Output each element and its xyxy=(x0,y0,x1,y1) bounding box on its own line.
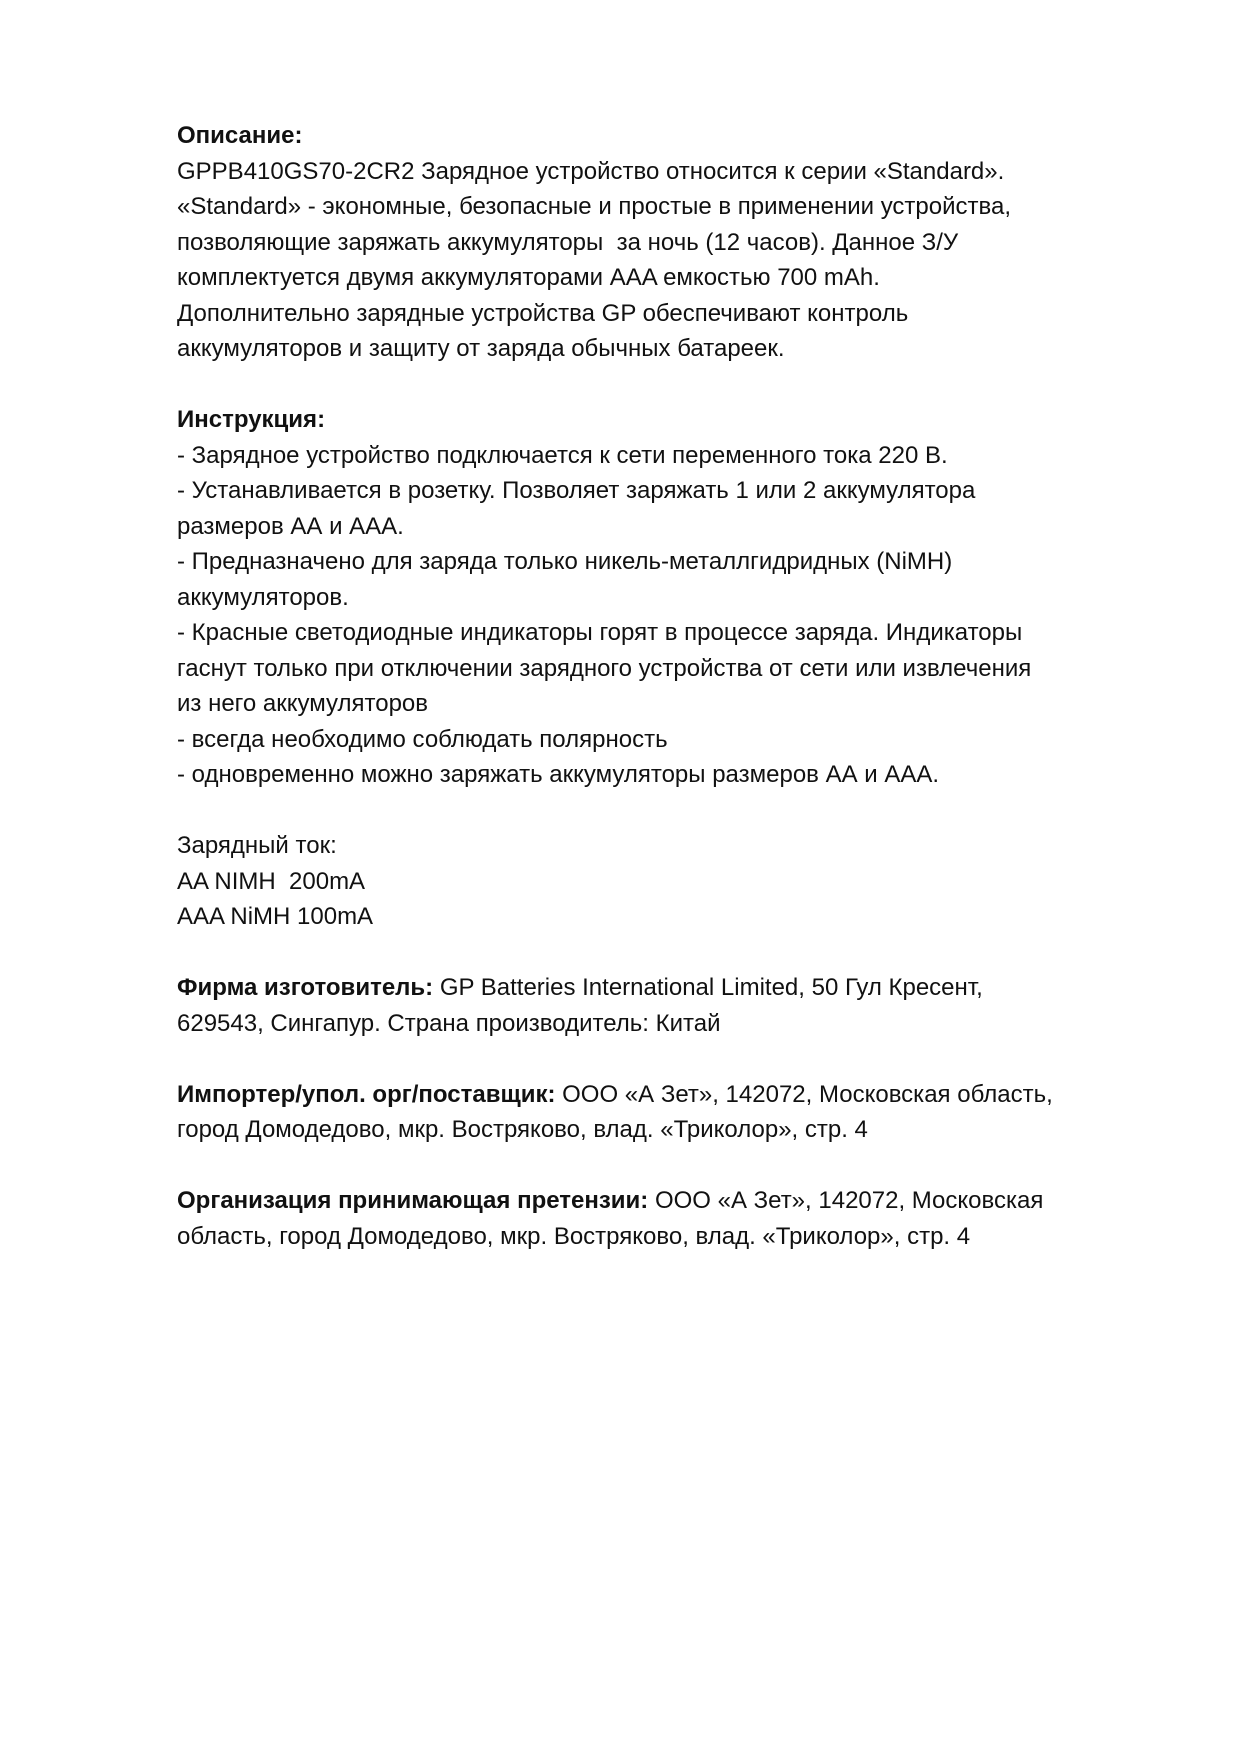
instructions-section xyxy=(177,402,1157,793)
manufacturer-line-2: 629543, Сингапур. Страна производитель: Китай xyxy=(177,1009,721,1037)
instruction-line: - Устанавливается в розетку. Позволяет заряжать 1 или 2 аккумулятора xyxy=(177,477,976,504)
instruction-line: аккумуляторов. xyxy=(177,583,349,611)
description-line: комплектуется двумя аккумуляторами AAA емкостью 700 mAh. xyxy=(177,264,880,291)
importer-section xyxy=(177,1077,1157,1148)
instruction-line: - Красные светодиодные индикаторы горят в процессе заряда. Индикаторы xyxy=(177,619,1023,646)
instruction-line: гаснут только при отключении зарядного устройства от сети или извлечения xyxy=(177,654,1032,682)
instruction-line: - одновременно можно заряжать аккумуляторы размеров АА и ААА. xyxy=(177,761,940,788)
claims-org-section xyxy=(177,1183,1157,1254)
description-heading: Описание: xyxy=(177,122,303,149)
claims-org-line-1 xyxy=(177,1183,1157,1219)
description-line: аккумуляторов и защиту от заряда обычных батареек. xyxy=(177,335,785,362)
description-line: GPPB410GS70-2CR2 Зарядное устройство относится к серии «Standard». xyxy=(177,157,1005,185)
importer-text: ООО «А Зет», 142072, Московская область, xyxy=(555,1080,1053,1108)
charge-current-section xyxy=(177,828,1157,935)
manufacturer-line-1 xyxy=(177,970,1157,1006)
manufacturer-text: GP Batteries International Limited, 50 Гул Кресент, xyxy=(433,974,983,1001)
charge-current-line: AA NIMH 200mA xyxy=(177,867,366,895)
description-line: «Standard» - экономные, безопасные и простые в применении устройства, xyxy=(177,193,1012,220)
importer-line-2: город Домодедово, мкр. Востряково, влад. «Триколор», стр. 4 xyxy=(177,1116,868,1143)
description-section xyxy=(177,118,1157,367)
instruction-line: - Зарядное устройство подключается к сети переменного тока 220 В. xyxy=(177,441,948,469)
instructions-heading: Инструкция: xyxy=(177,406,326,433)
charge-current-title: Зарядный ток: xyxy=(177,832,337,859)
instruction-line: - всегда необходимо соблюдать полярность xyxy=(177,725,668,753)
importer-line-1 xyxy=(177,1077,1157,1113)
manufacturer-section xyxy=(177,970,1157,1041)
description-line: позволяющие заряжать аккумуляторы за ночь (12 часов). Данное З/У xyxy=(177,228,959,256)
instruction-line: - Предназначено для заряда только никель-металлгидридных (NiMH) xyxy=(177,548,953,575)
instruction-line: из него аккумуляторов xyxy=(177,690,429,717)
description-line: Дополнительно зарядные устройства GP обеспечивают контроль xyxy=(177,299,909,327)
charge-current-line: AAA NiMH 100mA xyxy=(177,903,374,930)
claims-org-label: Организация принимающая претензии: xyxy=(177,1187,649,1214)
claims-org-line-2: область, город Домодедово, мкр. Востряково, влад. «Триколор», стр. 4 xyxy=(177,1222,971,1250)
claims-org-text: ООО «А Зет», 142072, Московская xyxy=(648,1187,1044,1214)
importer-label: Импортер/упол. орг/поставщик: xyxy=(177,1080,556,1108)
instruction-line: размеров АА и ААА. xyxy=(177,512,404,540)
document-body xyxy=(177,118,1157,1290)
manufacturer-label: Фирма изготовитель: xyxy=(177,974,434,1001)
